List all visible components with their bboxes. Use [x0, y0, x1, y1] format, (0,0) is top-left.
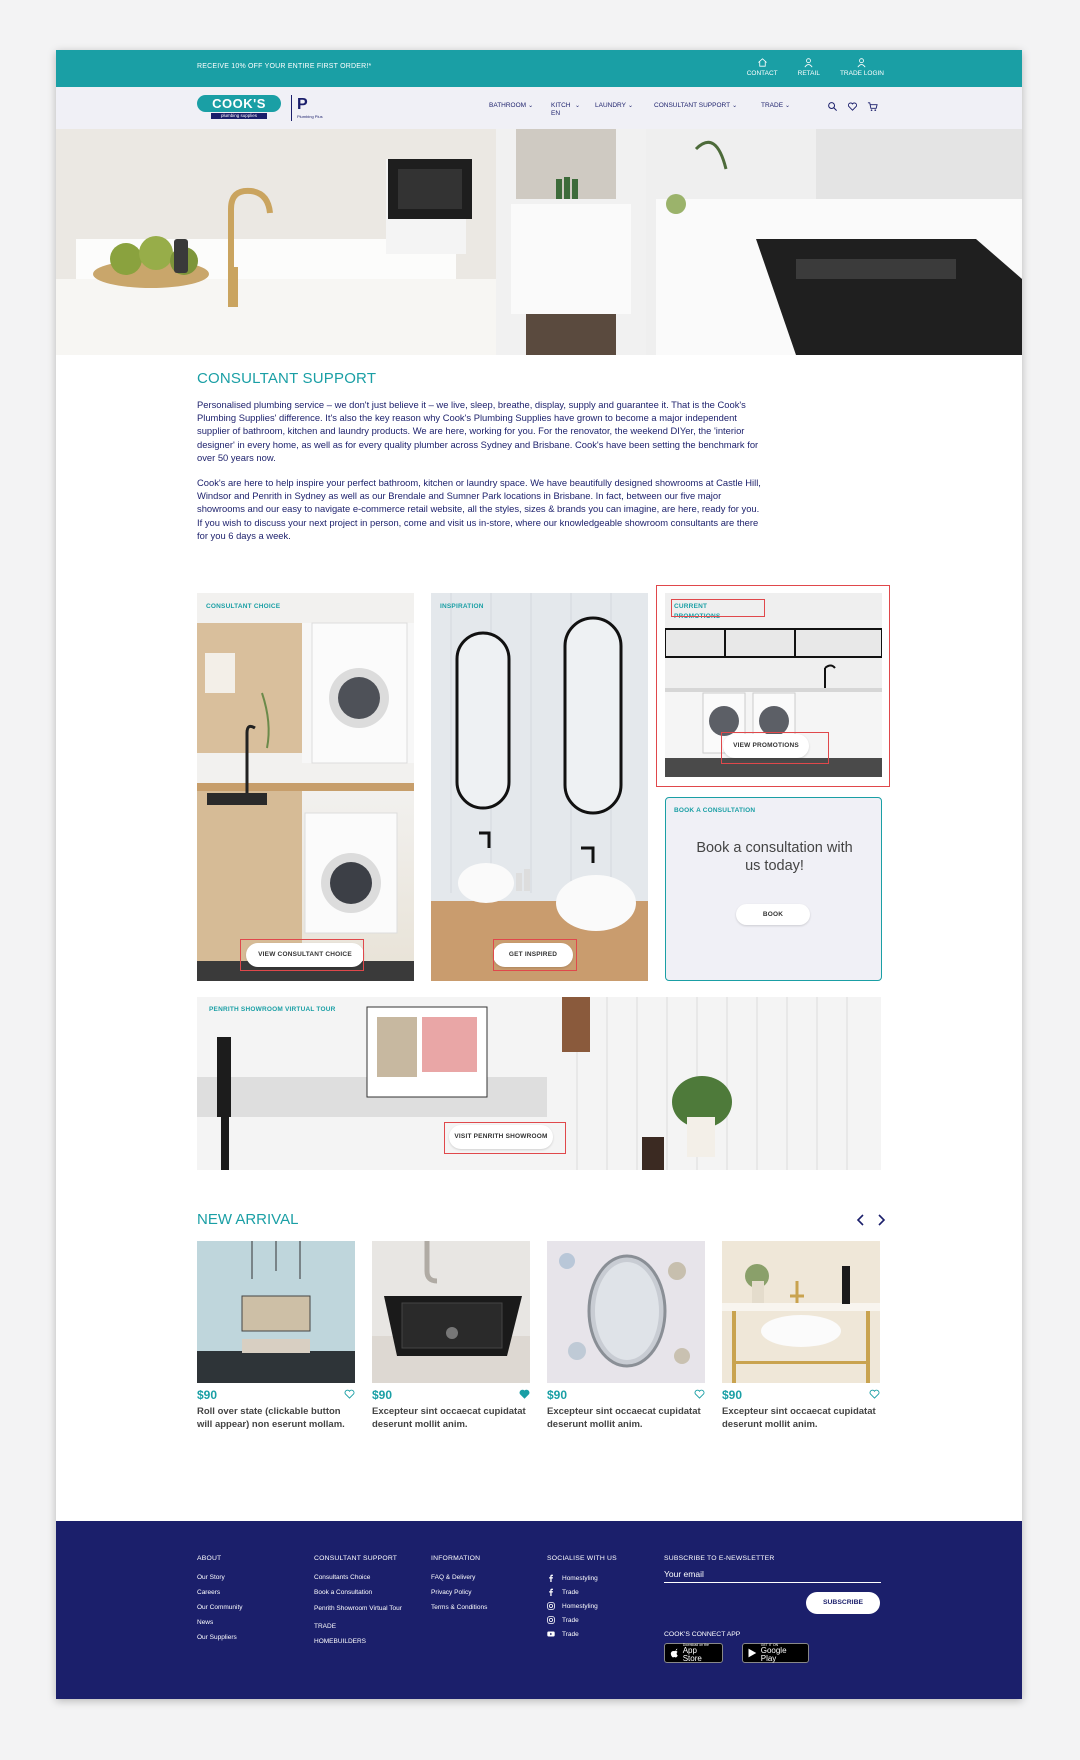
nav-consultant-support-label: CONSULTANT SUPPORT: [654, 102, 731, 109]
bathroom-mirrors-image: [431, 593, 648, 981]
heart-filled-icon[interactable]: [519, 1389, 530, 1399]
footer-link[interactable]: Privacy Policy: [431, 1589, 472, 1596]
retail-label: RETAIL: [797, 70, 820, 77]
footer-link[interactable]: Consultants Choice: [314, 1574, 371, 1581]
nav-trade[interactable]: [761, 102, 801, 118]
get-inspired-button[interactable]: GET INSPIRED: [493, 943, 573, 967]
highlight-box: [444, 1122, 566, 1154]
product-name: Excepteur sint occaecat cupidatat deserunt mollit anim.: [722, 1406, 876, 1430]
apple-icon: [670, 1648, 679, 1658]
social-link-label: Trade: [562, 1588, 579, 1596]
instagram-icon: [547, 1616, 555, 1624]
product-price: $90: [197, 1388, 218, 1402]
instagram-icon: [547, 1602, 555, 1610]
inspiration-card[interactable]: [431, 593, 648, 981]
nav-consultant-support[interactable]: [654, 102, 761, 118]
cart-icon[interactable]: [867, 101, 878, 112]
new-arrival-title: NEW ARRIVAL: [197, 1211, 299, 1228]
google-play-big-text: Google Play: [760, 1646, 787, 1663]
nav-laundry-label: LAUNDRY: [595, 102, 626, 109]
heart-outline-icon[interactable]: [869, 1389, 880, 1399]
chevron-right-icon[interactable]: [876, 1214, 886, 1226]
hero-illustration: [56, 129, 1022, 355]
footer-link[interactable]: Our Suppliers: [197, 1634, 237, 1641]
carousel-arrows: [856, 1214, 886, 1226]
product-name: Roll over state (clickable button will appear) non eserunt mollam.: [197, 1406, 345, 1430]
contact-link[interactable]: [747, 57, 778, 77]
book-button[interactable]: BOOK: [736, 904, 810, 925]
footer-newsletter-heading: SUBSCRIBE TO E-NEWSLETTER: [664, 1555, 775, 1562]
main-nav: [489, 102, 801, 118]
nav-bathroom[interactable]: [489, 102, 551, 118]
highlight-box: [493, 939, 577, 971]
book-consultation-label: BOOK A CONSULTATION: [674, 807, 756, 814]
product-name: Excepteur sint occaecat cupidatat deserunt mollit anim.: [547, 1406, 701, 1430]
footer-trade-link[interactable]: TRADE: [314, 1623, 337, 1630]
current-promotions-label: CURRENT PROMOTIONS: [674, 603, 721, 620]
footer-link[interactable]: Book a Consultation: [314, 1589, 373, 1596]
product-image[interactable]: [197, 1241, 355, 1383]
social-link[interactable]: [547, 1630, 617, 1638]
nav-trade-label: TRADE: [761, 102, 784, 109]
current-promotions-card[interactable]: [665, 593, 882, 777]
user-icon: [856, 57, 867, 68]
google-play-icon: [748, 1648, 757, 1658]
product-card[interactable]: [197, 1241, 355, 1430]
highlight-box: [240, 939, 364, 971]
footer-link[interactable]: News: [197, 1619, 214, 1626]
footer-link[interactable]: FAQ & Delivery: [431, 1574, 476, 1581]
consultant-support-paragraph-1: Personalised plumbing service – we don't just believe it – we live, sleep, breathe, display, supply and guarantee it. That is the Cook's Plumbing Supplies' difference. It's also the key reason why Cook's Plumbing Supplies have grown to become a major independent supplier of bathroom, kitchen and laundry products. We are here, working for you. For the renovator, the weekend DIYer, the 'interior designer' in every home, as well as for every quality plumber across Sydney and Brisbane. Cook's have been setting the benchmark for over 50 years now.: [197, 399, 759, 463]
product-price: $90: [372, 1388, 393, 1402]
view-consultant-choice-button[interactable]: VIEW CONSULTANT CHOICE: [246, 943, 364, 967]
footer: [56, 1521, 1022, 1699]
header: [56, 87, 1022, 129]
book-consultation-text: Book a consultation with us today!: [696, 840, 853, 874]
wishlist-heart-icon[interactable]: [847, 101, 858, 112]
consultant-choice-card[interactable]: [197, 593, 414, 981]
facebook-icon: [547, 1588, 555, 1596]
footer-link[interactable]: Our Story: [197, 1574, 225, 1581]
footer-consultant-column: [314, 1555, 404, 1653]
laundry-image: [197, 593, 414, 981]
heart-outline-icon[interactable]: [344, 1389, 355, 1399]
consultant-support-paragraph-2: Cook's are here to help inspire your perfect bathroom, kitchen or laundry space. We have beautifully designed showrooms at Castle Hill, Windsor and Penrith in Sydney as well as our Brendale and Sumner Park locations in Brisbane. In fact, between our five major showrooms and our easy to navigate e-commerce retail website, all the styles, sizes & brands you can imagine, are here, ready for you. If you wish to discuss your next project in person, come and visit us in-store, where our knowledgeable showroom consultants are there for you 6 days a week.: [197, 477, 761, 541]
page: [56, 50, 1022, 1699]
home-icon: [757, 57, 768, 68]
google-play-small-text: GET IT ON: [760, 1643, 779, 1647]
product-image[interactable]: [547, 1241, 705, 1383]
nav-kitchen[interactable]: [551, 102, 595, 118]
social-link-label: Homestyling: [562, 1574, 598, 1582]
chevron-down-icon: ⌄: [627, 103, 633, 109]
penrith-virtual-tour-card[interactable]: [197, 997, 881, 1170]
highlight-box: [721, 732, 829, 764]
product-price: $90: [722, 1388, 743, 1402]
heart-outline-icon[interactable]: [694, 1389, 705, 1399]
product-card[interactable]: [547, 1241, 705, 1430]
app-heading: COOK'S CONNECT APP: [664, 1631, 741, 1638]
logo-text: COOK'S: [197, 95, 281, 112]
hero-kitchen-image: [56, 129, 1022, 355]
app-store-big-text: App Store: [682, 1646, 702, 1663]
social-link[interactable]: [547, 1588, 617, 1596]
promo-text: RECEIVE 10% OFF YOUR ENTIRE FIRST ORDER!*: [197, 63, 372, 70]
social-link[interactable]: [547, 1602, 617, 1610]
footer-homebuilders-link[interactable]: HOMEBUILDERS: [314, 1638, 367, 1645]
footer-link[interactable]: Terms & Conditions: [431, 1604, 488, 1611]
social-link[interactable]: [547, 1574, 617, 1582]
social-link-label: Homestyling: [562, 1602, 598, 1610]
product-card[interactable]: [722, 1241, 880, 1430]
retail-link[interactable]: [798, 57, 820, 77]
product-price: $90: [547, 1388, 568, 1402]
app-store-button[interactable]: [664, 1643, 723, 1663]
highlight-box: [671, 599, 765, 617]
visit-penrith-showroom-button[interactable]: VISIT PENRITH SHOWROOM: [449, 1125, 553, 1149]
facebook-icon: [547, 1574, 555, 1582]
nav-bathroom-label: BATHROOM: [489, 102, 527, 109]
chevron-down-icon: ⌄: [785, 103, 791, 109]
nav-laundry[interactable]: [595, 102, 654, 118]
nav-kitchen-label: KITCHEN: [551, 102, 571, 117]
bathroom-vanity-image: [197, 1241, 355, 1383]
plumbing-plus-subtext: Plumbing Plus: [297, 114, 323, 119]
book-consultation-card: [665, 797, 882, 981]
product-image[interactable]: [722, 1241, 880, 1383]
footer-about-column: [197, 1555, 243, 1649]
consultant-support-title: CONSULTANT SUPPORT: [197, 370, 377, 387]
top-links: [747, 57, 884, 77]
consultant-choice-label: CONSULTANT CHOICE: [206, 603, 281, 610]
logo-divider: [291, 95, 292, 121]
footer-link[interactable]: Our Community: [197, 1604, 243, 1611]
chevron-down-icon: ⌄: [528, 103, 534, 109]
youtube-icon: [547, 1630, 555, 1638]
header-icons: [827, 101, 878, 112]
email-input-underline: [664, 1582, 881, 1583]
product-image[interactable]: [372, 1241, 530, 1383]
view-promotions-button[interactable]: VIEW PROMOTIONS: [723, 734, 809, 758]
chevron-down-icon: ⌄: [575, 103, 581, 109]
virtual-tour-label: PENRITH SHOWROOM VIRTUAL TOUR: [209, 1006, 336, 1013]
app-store-small-text: Download on the: [682, 1643, 709, 1647]
black-sink-image: [372, 1241, 530, 1383]
logo-subtext: plumbing supplies: [211, 113, 267, 119]
plumbing-plus-logo[interactable]: P: [297, 96, 308, 113]
inspiration-label: INSPIRATION: [440, 603, 484, 610]
chevron-down-icon: ⌄: [732, 103, 738, 109]
google-play-button[interactable]: [742, 1643, 809, 1663]
footer-social-column: [547, 1555, 617, 1644]
subscribe-button[interactable]: SUBSCRIBE: [806, 1592, 880, 1614]
trade-login-label: TRADE LOGIN: [839, 70, 884, 77]
social-link-label: Trade: [562, 1616, 579, 1624]
footer-information-column: [431, 1555, 487, 1619]
product-card[interactable]: [372, 1241, 530, 1430]
cooks-logo[interactable]: [197, 95, 281, 120]
user-icon: [803, 57, 814, 68]
footer-link[interactable]: Penrith Showroom Virtual Tour: [314, 1605, 402, 1612]
social-link-label: Trade: [562, 1630, 579, 1638]
contact-label: CONTACT: [746, 70, 778, 77]
footer-information-heading: INFORMATION: [431, 1555, 481, 1562]
search-icon[interactable]: [827, 101, 838, 112]
top-bar: [56, 50, 1022, 87]
product-name: Excepteur sint occaecat cupidatat deserunt mollit anim.: [372, 1406, 526, 1430]
brass-vanity-image: [722, 1241, 880, 1383]
email-input[interactable]: Your email: [664, 1569, 704, 1579]
social-link[interactable]: [547, 1616, 617, 1624]
trade-login-link[interactable]: [840, 57, 884, 77]
oval-mirror-image: [547, 1241, 705, 1383]
chevron-left-icon[interactable]: [856, 1214, 866, 1226]
footer-social-heading: SOCIALISE WITH US: [547, 1555, 617, 1562]
footer-about-heading: ABOUT: [197, 1555, 222, 1562]
footer-consultant-heading: CONSULTANT SUPPORT: [314, 1555, 398, 1562]
footer-link[interactable]: Careers: [197, 1589, 221, 1596]
